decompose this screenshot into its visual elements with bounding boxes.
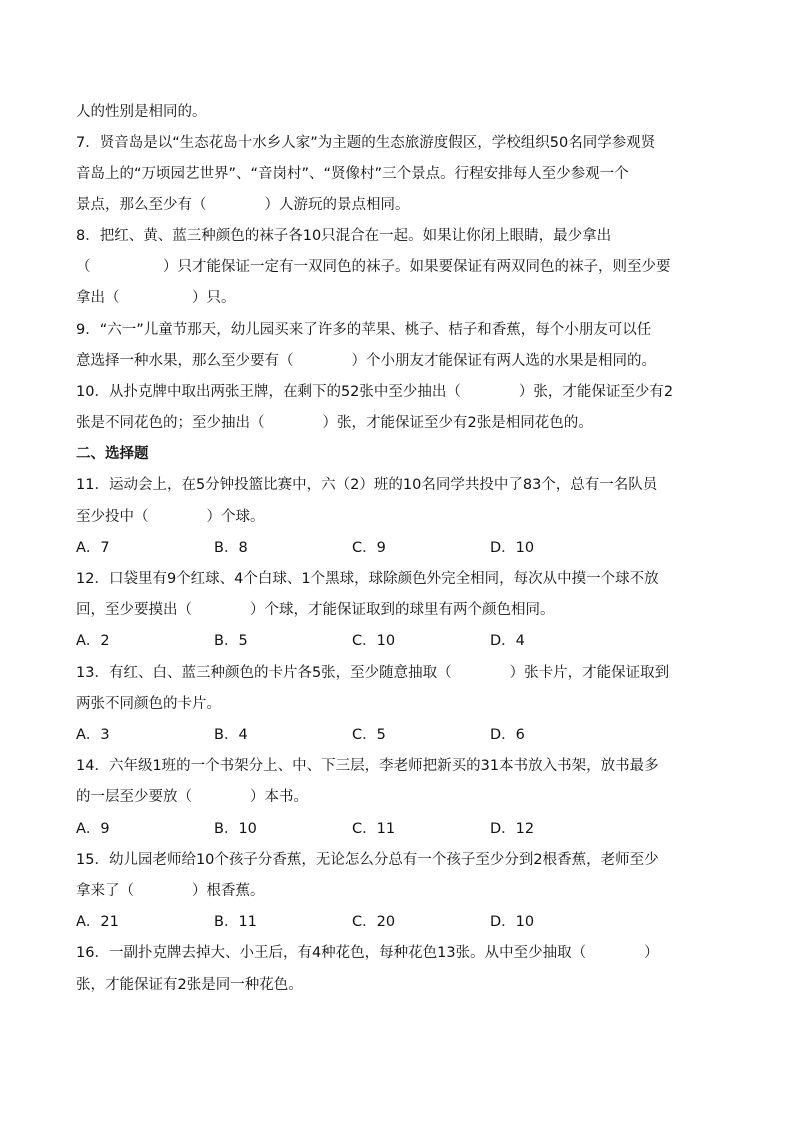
q15-option-c: C．20 [352, 914, 396, 930]
q15-line-2: 拿来了（ ）根香蕉。 [76, 883, 265, 899]
q8-line-3: 拿出（ ）只。 [76, 290, 236, 306]
q13-line-1: 13．有红、白、蓝三种颜色的卡片各5张，至少随意抽取（ ）张卡片，才能保证取到 [76, 665, 670, 681]
q11-line-2: 至少投中（ ）个球。 [76, 509, 265, 525]
q9-line-2: 意选择一种水果，那么至少要有（ ）个小朋友才能保证有两人选的水果是相同的。 [76, 353, 656, 369]
q12-option-c: C．10 [352, 633, 396, 649]
q14-option-d: D．12 [490, 821, 535, 837]
q9-line-1: 9．“六一”儿童节那天，幼儿园买来了许多的苹果、桃子、桔子和香蕉，每个小朋友可以任 [76, 322, 652, 338]
q15-option-d: D．10 [490, 914, 535, 930]
q6-continuation: 人的性别是相同的。 [76, 104, 207, 120]
q11-line-1: 11．运动会上，在5分钟投篮比赛中，六（2）班的10名同学共投中了83个，总有一名队员 [76, 477, 658, 493]
q12-line-2: 回，至少要摸出（ ）个球，才能保证取到的球里有两个颜色相同。 [76, 602, 555, 618]
section-heading: 二、选择题 [76, 446, 149, 462]
q13-option-a: A．3 [76, 727, 110, 743]
q7-line-1: 7．贤音岛是以“生态花岛十水乡人家”为主题的生态旅游度假区，学校组织50名同学参观贤 [76, 135, 656, 151]
q13-line-2: 两张不同颜色的卡片。 [76, 696, 221, 712]
q15-option-a: A．21 [76, 914, 119, 930]
q11-option-a: A．7 [76, 540, 110, 556]
q12-option-d: D．4 [490, 633, 525, 649]
q8-line-2: （ ）只才能保证一定有一双同色的袜子。如果要保证有两双同色的袜子，则至少要 [76, 259, 671, 275]
q11-option-b: B．8 [214, 540, 248, 556]
q13-option-c: C．5 [352, 727, 386, 743]
q14-option-b: B．10 [214, 821, 257, 837]
q16-line-2: 张，才能保证有2张是同一种花色。 [76, 977, 303, 993]
q12-option-b: B．5 [214, 633, 248, 649]
q14-line-2: 的一层至少要放（ ）本书。 [76, 789, 308, 805]
q14-option-c: C．11 [352, 821, 396, 837]
q11-option-c: C．9 [352, 540, 386, 556]
q12-option-a: A．2 [76, 633, 110, 649]
q15-line-1: 15．幼儿园老师给10个孩子分香蕉，无论怎么分总有一个孩子至少分到2根香蕉，老师至少 [76, 852, 659, 868]
q7-line-3: 景点，那么至少有（ ）人游玩的景点相同。 [76, 197, 410, 213]
q11-option-d: D．10 [490, 540, 535, 556]
q13-option-d: D．6 [490, 727, 525, 743]
q7-line-2: 音岛上的“万顷园艺世界”、“音岗村”、“贤像村”三个景点。行程安排每人至少参观一个 [76, 166, 629, 182]
q14-line-1: 14．六年级1班的一个书架分上、中、下三层，李老师把新买的31本书放入书架，放书最多 [76, 758, 659, 774]
q12-line-1: 12．口袋里有9个红球、4个白球、1个黑球，球除颜色外完全相同，每次从中摸一个球不放 [76, 571, 659, 587]
q13-option-b: B．4 [214, 727, 248, 743]
q14-option-a: A．9 [76, 821, 110, 837]
q16-line-1: 16．一副扑克牌去掉大、小王后，有4种花色，每种花色13张。从中至少抽取（ ） [76, 945, 659, 961]
q15-option-b: B．11 [214, 914, 257, 930]
q10-line-1: 10．从扑克牌中取出两张王牌，在剩下的52张中至少抽出（ ）张，才能保证至少有2 [76, 384, 674, 400]
q10-line-2: 张是不同花色的；至少抽出（ ）张，才能保证至少有2张是相同花色的。 [76, 415, 593, 431]
q8-line-1: 8．把红、黄、蓝三种颜色的袜子各10只混合在一起。如果让你闭上眼睛，最少拿出 [76, 228, 612, 244]
